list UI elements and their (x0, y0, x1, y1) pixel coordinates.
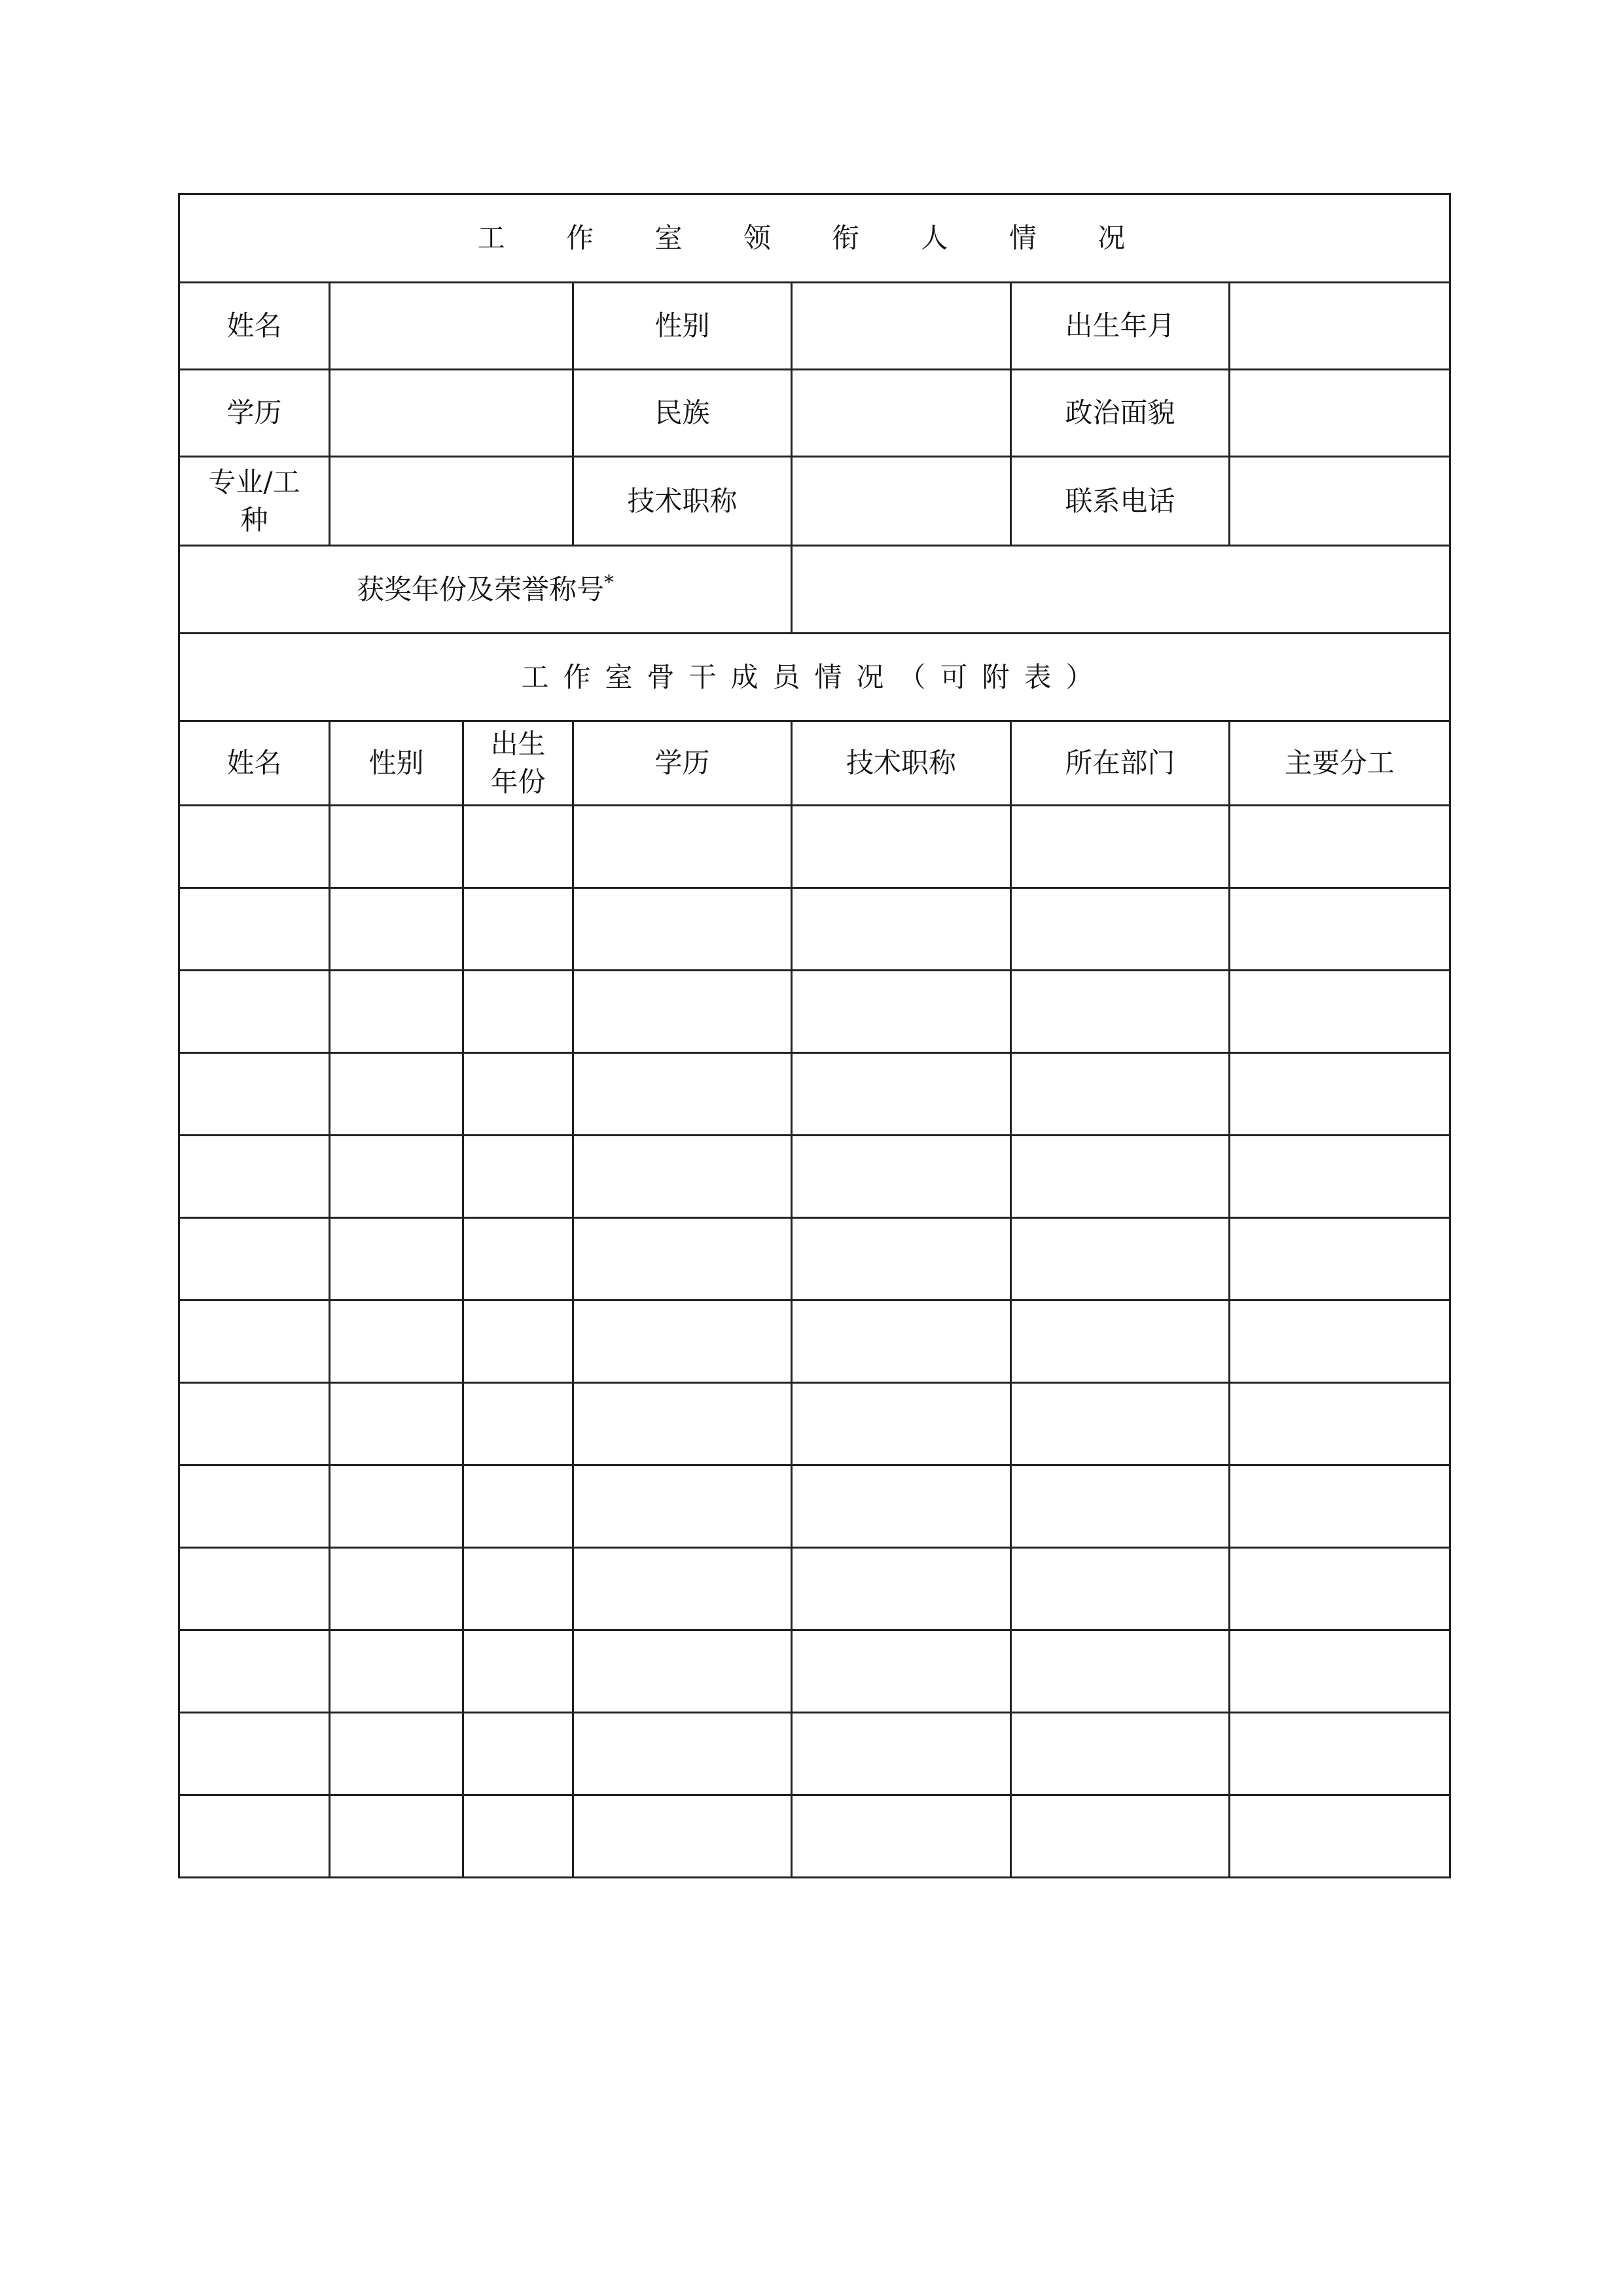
ethnicity-field[interactable] (792, 370, 1011, 457)
member-row (179, 1383, 1450, 1465)
member-department-cell[interactable] (1011, 1218, 1230, 1300)
member-education-cell[interactable] (573, 1630, 792, 1713)
award-label (179, 546, 792, 634)
member-education-cell[interactable] (573, 806, 792, 888)
member-tech-title-cell[interactable] (792, 1136, 1011, 1218)
phone-label: 联系电话 (1011, 457, 1230, 546)
member-name-cell[interactable] (179, 806, 330, 888)
member-name-cell[interactable] (179, 888, 330, 971)
member-department-cell[interactable] (1011, 806, 1230, 888)
member-department-cell[interactable] (1011, 1713, 1230, 1795)
member-name-cell[interactable] (179, 1218, 330, 1300)
member-row (179, 888, 1450, 971)
leader-section-header-row (179, 194, 1450, 283)
member-role-cell[interactable] (1230, 888, 1450, 971)
members-section-header-row (179, 634, 1450, 721)
member-birth-year-cell[interactable] (463, 971, 573, 1053)
member-birth-year-cell[interactable] (463, 888, 573, 971)
gender-field[interactable] (792, 283, 1011, 370)
member-role-cell[interactable] (1230, 1465, 1450, 1548)
member-education-cell[interactable] (573, 1548, 792, 1630)
member-education-cell[interactable] (573, 1383, 792, 1465)
member-tech-title-cell[interactable] (792, 1383, 1011, 1465)
member-birth-year-cell[interactable] (463, 1053, 573, 1136)
member-gender-cell[interactable] (330, 1465, 463, 1548)
member-gender-cell[interactable] (330, 806, 463, 888)
members-header-row (179, 721, 1450, 806)
leader-row-3 (179, 457, 1450, 546)
member-tech-title-cell[interactable] (792, 1218, 1011, 1300)
member-role-cell[interactable] (1230, 1383, 1450, 1465)
member-row (179, 971, 1450, 1053)
member-department-cell[interactable] (1011, 1465, 1230, 1548)
member-tech-title-cell[interactable] (792, 1465, 1011, 1548)
birth-field[interactable] (1230, 283, 1450, 370)
member-row (179, 1218, 1450, 1300)
member-tech-title-cell[interactable] (792, 1053, 1011, 1136)
member-department-cell[interactable] (1011, 971, 1230, 1053)
member-education-cell[interactable] (573, 1136, 792, 1218)
member-birth-year-cell[interactable] (463, 1713, 573, 1795)
member-header-department: 所在部门 (1011, 721, 1230, 806)
award-row (179, 546, 1450, 634)
member-department-cell[interactable] (1011, 1053, 1230, 1136)
member-gender-cell[interactable] (330, 1053, 463, 1136)
member-department-cell[interactable] (1011, 888, 1230, 971)
member-name-cell[interactable] (179, 1713, 330, 1795)
member-role-cell[interactable] (1230, 1053, 1450, 1136)
member-name-cell[interactable] (179, 1136, 330, 1218)
member-tech-title-cell[interactable] (792, 1795, 1011, 1878)
member-gender-cell[interactable] (330, 1136, 463, 1218)
member-name-cell[interactable] (179, 1053, 330, 1136)
member-role-cell[interactable] (1230, 1713, 1450, 1795)
member-gender-cell[interactable] (330, 1300, 463, 1383)
member-department-cell[interactable] (1011, 1300, 1230, 1383)
member-gender-cell[interactable] (330, 1630, 463, 1713)
member-name-cell[interactable] (179, 971, 330, 1053)
member-birth-year-cell[interactable] (463, 1383, 573, 1465)
member-department-cell[interactable] (1011, 1630, 1230, 1713)
member-row (179, 806, 1450, 888)
leader-row-1 (179, 283, 1450, 370)
member-row (179, 1136, 1450, 1218)
member-birth-year-cell[interactable] (463, 1630, 573, 1713)
member-department-cell[interactable] (1011, 1795, 1230, 1878)
member-header-name: 姓名 (179, 721, 330, 806)
gender-label: 性别 (573, 283, 792, 370)
member-header-gender: 性别 (330, 721, 463, 806)
member-education-cell[interactable] (573, 1795, 792, 1878)
member-department-cell[interactable] (1011, 1383, 1230, 1465)
member-birth-year-cell[interactable] (463, 1136, 573, 1218)
member-name-cell[interactable] (179, 1630, 330, 1713)
member-birth-year-cell[interactable] (463, 1218, 573, 1300)
member-role-cell[interactable] (1230, 1630, 1450, 1713)
member-education-cell[interactable] (573, 1713, 792, 1795)
member-birth-year-cell[interactable] (463, 806, 573, 888)
member-education-cell[interactable] (573, 1465, 792, 1548)
member-header-role: 主要分工 (1230, 721, 1450, 806)
member-tech-title-cell[interactable] (792, 806, 1011, 888)
member-name-cell[interactable] (179, 1465, 330, 1548)
members-section-title: 工作室骨干成员情况（可附表） (179, 634, 1450, 721)
member-name-cell[interactable] (179, 1300, 330, 1383)
member-name-cell[interactable] (179, 1795, 330, 1878)
member-name-cell[interactable] (179, 1383, 330, 1465)
leader-row-2 (179, 370, 1450, 457)
member-role-cell[interactable] (1230, 971, 1450, 1053)
member-row (179, 1465, 1450, 1548)
award-label-text: 获奖年份及荣誉称号 (356, 573, 604, 605)
member-birth-year-cell[interactable] (463, 1465, 573, 1548)
tech-title-label: 技术职称 (573, 457, 792, 546)
major-field[interactable] (330, 457, 573, 546)
member-row (179, 1713, 1450, 1795)
education-field[interactable] (330, 370, 573, 457)
tech-title-field[interactable] (792, 457, 1011, 546)
member-department-cell[interactable] (1011, 1548, 1230, 1630)
member-tech-title-cell[interactable] (792, 971, 1011, 1053)
member-role-cell[interactable] (1230, 806, 1450, 888)
member-gender-cell[interactable] (330, 1795, 463, 1878)
member-education-cell[interactable] (573, 888, 792, 971)
member-role-cell[interactable] (1230, 1136, 1450, 1218)
name-label: 姓名 (179, 283, 330, 370)
birth-label: 出生年月 (1011, 283, 1230, 370)
phone-field[interactable] (1230, 457, 1450, 546)
member-gender-cell[interactable] (330, 1218, 463, 1300)
member-education-cell[interactable] (573, 1053, 792, 1136)
member-department-cell[interactable] (1011, 1136, 1230, 1218)
political-label: 政治面貌 (1011, 370, 1230, 457)
member-tech-title-cell[interactable] (792, 1548, 1011, 1630)
member-birth-year-cell[interactable] (463, 1795, 573, 1878)
member-gender-cell[interactable] (330, 888, 463, 971)
application-form-table (178, 193, 1451, 1878)
member-gender-cell[interactable] (330, 1548, 463, 1630)
member-gender-cell[interactable] (330, 971, 463, 1053)
member-role-cell[interactable] (1230, 1300, 1450, 1383)
member-role-cell[interactable] (1230, 1795, 1450, 1878)
member-header-birth-year: 出生年份 (463, 721, 573, 806)
member-row (179, 1053, 1450, 1136)
member-row (179, 1795, 1450, 1878)
member-education-cell[interactable] (573, 1300, 792, 1383)
member-tech-title-cell[interactable] (792, 1300, 1011, 1383)
member-birth-year-cell[interactable] (463, 1548, 573, 1630)
award-field[interactable] (792, 546, 1450, 634)
member-row (179, 1630, 1450, 1713)
member-name-cell[interactable] (179, 1548, 330, 1630)
member-tech-title-cell[interactable] (792, 888, 1011, 971)
major-label: 专业/工种 (179, 457, 330, 546)
member-gender-cell[interactable] (330, 1713, 463, 1795)
education-label: 学历 (179, 370, 330, 457)
ethnicity-label: 民族 (573, 370, 792, 457)
member-role-cell[interactable] (1230, 1218, 1450, 1300)
member-tech-title-cell[interactable] (792, 1630, 1011, 1713)
member-row (179, 1548, 1450, 1630)
member-header-education: 学历 (573, 721, 792, 806)
member-education-cell[interactable] (573, 1218, 792, 1300)
name-field[interactable] (330, 283, 573, 370)
member-birth-year-cell[interactable] (463, 1300, 573, 1383)
member-education-cell[interactable] (573, 971, 792, 1053)
political-field[interactable] (1230, 370, 1450, 457)
member-row (179, 1300, 1450, 1383)
member-role-cell[interactable] (1230, 1548, 1450, 1630)
leader-section-title: 工 作 室 领 衔 人 情 况 (179, 194, 1450, 283)
member-header-tech-title: 技术职称 (792, 721, 1011, 806)
member-tech-title-cell[interactable] (792, 1713, 1011, 1795)
member-gender-cell[interactable] (330, 1383, 463, 1465)
award-asterisk: * (604, 571, 614, 594)
